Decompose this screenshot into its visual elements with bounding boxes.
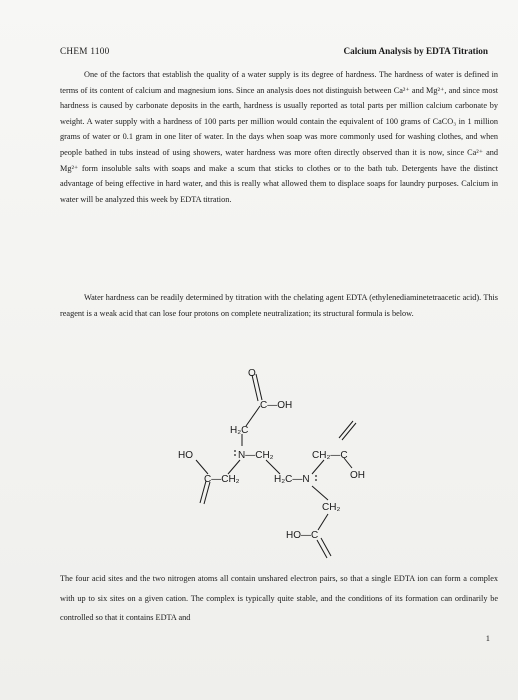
ch2-c-right-label: CH₂—C <box>312 450 348 461</box>
document-title: Calcium Analysis by EDTA Titration <box>343 46 488 56</box>
course-code: CHEM 1100 <box>60 46 110 56</box>
ch2-bottom-label: CH₂ <box>322 502 341 513</box>
ho-left-label: HO <box>178 450 193 461</box>
h2c-top-label: H₂C <box>230 425 249 436</box>
oxygen-label-top: O <box>248 368 256 379</box>
paragraph-water-hardness: One of the factors that establish the quality of a water supply is its degree of hardness. The hardness of water is defined in terms of its content of calcium and magnesium ions. Since an analysis does not distinguish between Ca²⁺ and Mg²⁺, and since most hardness is caused by carbonate deposits in the earth, hardness is usually reported as total parts per million calcium carbonate by weight. A water supply with a hardness of 100 parts per million would contain the equivalent of 100 grams of CaCO₃ in 1 million grams of water or 0.1 gram in one liter of water. In the days when soap was more commonly used for washing clothes, and when people bathed in tubs instead of using showers, water hardness was more often directly observed than it is now, since Ca²⁺ and Mg²⁺ form insoluble salts with soaps and make a scum that sticks to clothes or to the bath tub. Detergents have the distinct advantage of being effective in hard water, and this is really what allowed them to displace soaps for laundry purposes. Calcium in water will be analyzed this week by EDTA titration. <box>60 70 498 204</box>
paragraph-acid-sites: The four acid sites and the two nitrogen atoms all contain unshared electron pairs, so that a single EDTA ion can form a complex with up to six sites on a given cation. The complex is typically quite stable, and the conditions of its formation can ordinarily be controlled so that it contains EDTA and <box>60 574 498 622</box>
carboxyl-oh-top: C—OH <box>260 400 293 411</box>
c-ch2-label: C—CH₂ <box>204 474 240 485</box>
page-number: 1 <box>485 633 490 643</box>
h2c-n-label: H₂C—N <box>274 474 310 485</box>
ho-c-bottom-label: HO—C <box>286 530 319 541</box>
oh-right-label: OH <box>350 470 365 481</box>
edta-structural-formula <box>178 368 368 558</box>
paragraph-edta-intro: Water hardness can be readily determined by titration with the chelating agent EDTA (ethylenediaminetetraacetic acid). This reagent is a weak acid that can lose four protons on complete neutralization; its structural formula is below. <box>60 293 498 318</box>
nitrogen-left-label: N—CH₂ <box>238 450 274 461</box>
